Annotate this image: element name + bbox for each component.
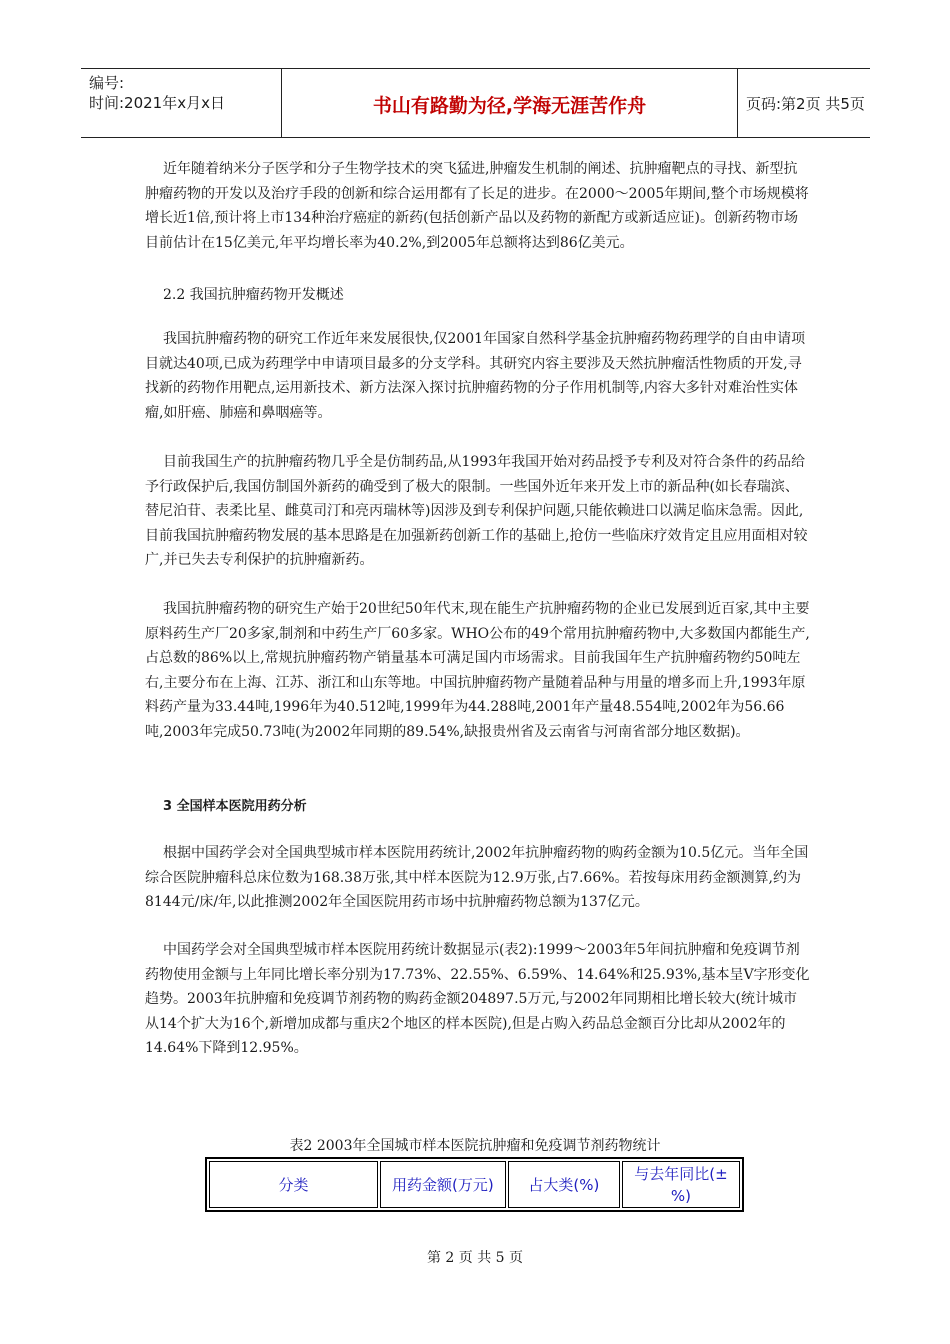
page-footer: 第 2 页 共 5 页 [426, 1250, 524, 1266]
paragraph-research-overview: 我国抗肿瘤药物的研究工作近年来发展很快,仅2001年国家自然科学基金抗肿瘤药物药理学的自由申请项目就达40项,已成为药理学中申请项目最多的分支学科。其研究内容主要涉及天然抗肿瘤活性物质的开发,寻找新的药物作用靶点,运用新技术、新方法深入探讨抗肿瘤药物的分子作用机制等,内容大多针对难治性实体瘤,如肝癌、肺癌和鼻咽癌等。 [145, 331, 806, 421]
table-caption: 表2 2003年全国城市样本医院抗肿瘤和免疫调节剂药物统计 [289, 1138, 661, 1154]
document-date: 时间:2021年x月x日 [89, 94, 225, 112]
paragraph-market-growth: 近年随着纳米分子医学和分子生物学技术的突飞猛进,肿瘤发生机制的阐述、抗肿瘤靶点的寻找、新型抗肿瘤药物的开发以及治疗手段的创新和综合运用都有了长足的进步。在2000～2005年期间,整个市场规模将增长近1倍,预计将上市134种治疗癌症的新药(包括创新产品以及药物的新配方或新适应证)。创新药物市场目前估计在15亿美元,年平均增长率为40.2%,到2005年总额将达到86亿美元。 [145, 161, 809, 251]
page-header [81, 68, 870, 138]
paragraph-production: 我国抗肿瘤药物的研究生产始于20世纪50年代末,现在能生产抗肿瘤药物的企业已发展到近百家,其中主要原料药生产厂20多家,制剂和中药生产厂60多家。WHO公布的49个常用抗肿瘤药物中,大多数国内都能生产,占总数的86%以上,常规抗肿瘤药物产销量基本可满足国内市场需求。目前我国年生产抗肿瘤药物约50吨左右,主要分布在上海、江苏、浙江和山东等地。中国抗肿瘤药物产量随着品种与用量的增多而上升,1993年原料药产量为33.44吨,1996年为40.512吨,1999年为44.288吨,2001年产量48.554吨,2002年为56.66吨,2003年完成50.73吨(为2002年同期的89.54%,缺报贵州省及云南省与河南省部分地区数据)。 [145, 601, 810, 740]
motto-text: 书山有路勤为径,学海无涯苦作舟 [372, 95, 647, 117]
column-header-amount: 用药金额(万元) [380, 1161, 506, 1208]
section-heading-2-2: 2.2 我国抗肿瘤药物开发概述 [163, 287, 344, 303]
header-motto-cell [281, 69, 738, 137]
column-header-category: 分类 [209, 1161, 378, 1208]
paragraph-generic-drugs: 目前我国生产的抗肿瘤药物几乎全是仿制药品,从1993年我国开始对药品授予专利及对符合条件的药品给予行政保护后,我国仿制国外新药的确受到了极大的限制。一些国外近年来开发上市的新品种(如长春瑞滨、替尼泊苷、表柔比星、雌莫司汀和亮丙瑞林等)因涉及到专利保护问题,只能依赖进口以满足临床急需。因此,目前我国抗肿瘤药物发展的基本思路是在加强新药创新工作的基础上,抢仿一些临床疗效肯定且应用面相对较广,并已失去专利保护的抗肿瘤新药。 [145, 454, 808, 569]
header-meta [81, 69, 281, 137]
header-page-number: 页码:第2页 共5页 [746, 95, 865, 113]
paragraph-hospital-stats: 根据中国药学会对全国典型城市样本医院用药统计,2002年抗肿瘤药物的购药金额为10.5亿元。当年全国综合医院肿瘤科总床位数为168.38万张,其中样本医院为12.9万张,占7.66%。若按每床用药金额测算,约为8144元/床/年,以此推测2002年全国医院用药市场中抗肿瘤药物总额为137亿元。 [145, 845, 809, 911]
column-header-yoy: 与去年同比(±%) [622, 1161, 740, 1208]
table-header-row [209, 1161, 740, 1208]
paragraph-growth-rates: 中国药学会对全国典型城市样本医院用药统计数据显示(表2):1999～2003年5年间抗肿瘤和免疫调节剂药物使用金额与上年同比增长率分别为17.73%、22.55%、6.59%、14.64%和25.93%,基本呈V字形变化趋势。2003年抗肿瘤和免疫调节剂药物的购药金额204897.5万元,与2002年同期相比增长较大(统计城市从14个扩大为16个,新增加成都与重庆2个地区的样本医院),但是占购入药品总金额百分比却从2002年的14.64%下降到12.95%。 [145, 942, 810, 1057]
column-header-share: 占大类(%) [508, 1161, 620, 1208]
section-heading-3: 3 全国样本医院用药分析 [163, 799, 307, 814]
document-number-label: 编号: [89, 74, 125, 92]
drug-stats-table [205, 1157, 744, 1212]
